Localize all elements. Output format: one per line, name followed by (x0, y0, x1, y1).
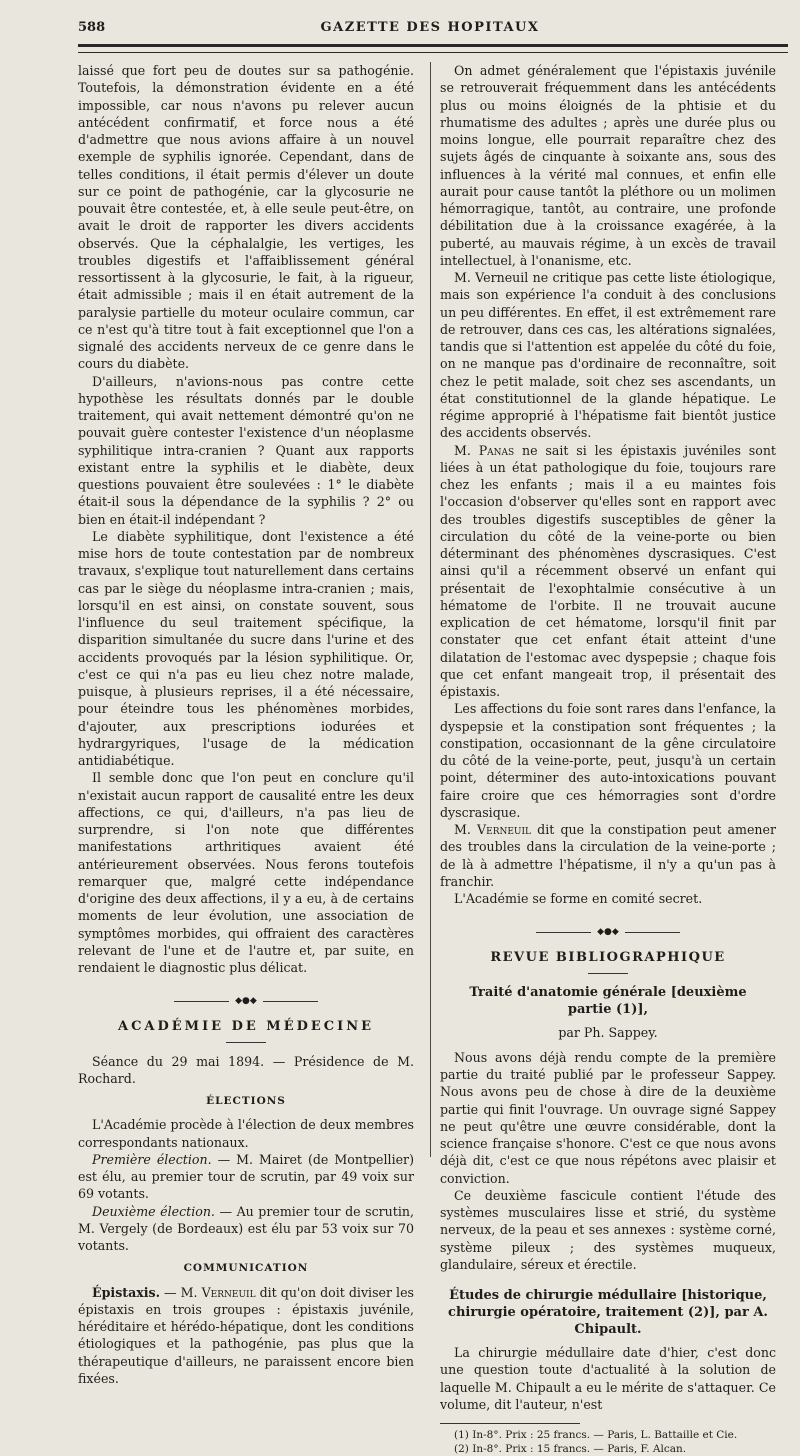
paragraph: La chirurgie médullaire date d'hier, c'est donc une question toute d'actualité à la solution de laquelle M. Chipault a eu le mérite de s'attaquer. Ce volume, dit l'auteur, n'est (440, 1345, 776, 1412)
page-header (78, 20, 782, 42)
paragraph: Ce deuxième fascicule contient l'étude des systèmes musculaires lisse et strié, du système nerveux, de la peau et ses annexes : système corné, système pileux ; des systèmes muqueux, glandulaire, séreux et érectile. (440, 1187, 776, 1272)
epistaxis-speaker: — M. Verneuil (160, 1284, 256, 1300)
speaker-verneuil: M. Verneuil (454, 822, 532, 837)
right-column (440, 62, 776, 1456)
paragraph: M. Verneuil ne critique pas cette liste étiologique, mais son expérience l'a conduit à des conclusions un peu différentes. En effet, il est extrêmement rare de retrouver, dans ces cas, les altérations signalées, tandis que si l'attention est appelée du côté du foie, on ne manque pas d'ordinaire de reconnaître, soit chez le petit malade, soit chez ses ascendants, un état constitutionnel de la glande hépatique. Le régime approprié à l'hépatisme fait bientôt justice des accidents observés. (440, 270, 776, 441)
footnote-rule (440, 1423, 580, 1424)
paragraph: Nous avons déjà rendu compte de la première partie du traité publié par le professeur Sappey. Nous avons peu de chose à dire de la deuxième partie qui finit l'ouvrage. Un ouvrage signé Sappey ne peut qu'être une œuvre considérable, dont la science française s'honore. C'est ce que nous avons déjà dit, c'est ce que nous répétons avec plaisir et conviction. (440, 1049, 776, 1186)
seance-line: Séance du 29 mai 1894. — Présidence de M. Rochard. (78, 1053, 414, 1086)
book-title-chipault: Études de chirurgie médullaire [historique, chirurgie opératoire, traitement (2)], par A. Chipault. (448, 1288, 768, 1337)
short-rule (588, 973, 628, 974)
section-separator: ◆●◆ (78, 990, 414, 1012)
paragraph-panas (440, 442, 776, 701)
short-rule (226, 1042, 266, 1043)
paragraph: Les affections du foie sont rares dans l'enfance, la dyspepsie et la constipation sont fréquentes ; la constipation, occasionnant de la gêne circulatoire du côté de la veine-porte, peut, jusqu'à un certain point, déterminer des auto-intoxications pouvant faire croire que ces hémorragies sont d'ordre dyscrasique. (440, 701, 776, 820)
header-thick-rule (78, 44, 788, 47)
panas-text: ne sait si les épistaxis juvéniles sont liées à un état pathologique du foie, toujours rare chez les enfants ; mais il a eu maintes fois l'occasion d'observer qu'elles sont en rapport avec des troubles digestifs susceptibles de gêner la circulation du côté de la veine-porte ou bien déterminant des phénomènes dyscrasiques. C'est ainsi qu'il a récemment observé un enfant qui présentait de l'exophtalmie consécutive à un hématome de l'orbite. Il ne trouvait aucune explication de cet hématome, lorsqu'il finit par constater que cet enfant était atteint d'une dilatation de l'estomac avec dyspepsie ; chaque fois que cet enfant mangeait trop, il présentait des épistaxis. (440, 442, 776, 699)
epistaxis-text: dit qu'on doit diviser les épistaxis en trois groupes : épistaxis juvénile, héréditaire et hérédo-hépatique, dont les conditions étiologiques et la pathogénie, pas plus que la thérapeutique d'ailleurs, ne paraissent encore bien fixées. (78, 1284, 414, 1386)
section-title-academie: ACADÉMIE DE MÉDECINE (117, 1019, 374, 1035)
page-number: 588 (78, 20, 106, 35)
second-election-text: — Au premier tour de scrutin, M. Vergely (de Bordeaux) est élu par 53 voix sur 70 votants. (78, 1203, 414, 1253)
subheading-elections: ÉLECTIONS (206, 1095, 286, 1107)
footnote-1: (1) In-8°. Prix : 25 francs. — Paris, L. Battaille et Cie. (454, 1429, 738, 1441)
column-divider (430, 62, 431, 1157)
paragraph: Il semble donc que l'on peut en conclure qu'il n'existait aucun rapport de causalité entre les deux affections, ce qui, d'ailleurs, n'a pas lieu de surprendre, si l'on note que différentes manifestations arthritiques avaient été antérieurement observées. Nous ferons toutefois remarquer que, malgré cette indépendance d'origine des deux affections, il y a eu, à de certains moments de leur évolution, une association de symptômes morbides, qui offraient des caractères relevant de l'une et de l'autre et, par suite, en rendaient le diagnostic plus délicat. (78, 770, 414, 975)
paragraph: D'ailleurs, n'avions-nous pas contre cette hypothèse les résultats donnés par le double traitement, qui avait nettement démontré qu'on ne pouvait guère contester l'existence d'un néoplasme syphilitique intra-cranien ? Quant aux rapports existant entre la syphilis et le diabète, deux questions pouvaient être soulevées : 1° le diabète était-il sous la dépendance de la syphilis ? 2° ou bien en était-il indépendant ? (78, 373, 414, 527)
paragraph: On admet généralement que l'épistaxis juvénile se retrouverait fréquemment dans les antécédents plus ou moins éloignés de la phtisie et du rhumatisme des adultes ; après une durée plus ou moins longue, elle pourrait reparaître chez des sujets âgés de cinquante à soixante ans, sous des influences à la vérité mal connues, et enfin elle aurait pour cause tantôt la pléthore ou un molimen hémorragique, tantôt, au contraire, une profonde débilitation due à la croissance exagérée, à la puberté, au mauvais régime, à un excès de travail intellectuel, à l'onanisme, etc. (440, 63, 776, 268)
journal-title: GAZETTE DES HOPITAUX (320, 20, 540, 35)
paragraph-epistaxis (78, 1284, 414, 1388)
speaker-panas: M. Panas (454, 442, 515, 458)
paragraph-verneuil (440, 821, 776, 890)
footnote-2: (2) In-8°. Prix : 15 francs. — Paris, F. Alcan. (454, 1443, 687, 1455)
paragraph-second-election (78, 1203, 414, 1255)
first-election-text: — M. Mairet (de Montpellier) est élu, au premier tour de scrutin, par 49 voix sur 69 votants. (78, 1151, 414, 1202)
paragraph-first-election (78, 1151, 414, 1203)
section-title-revue: REVUE BIBLIOGRAPHIQUE (490, 950, 726, 966)
paragraph: L'Académie procède à l'élection de deux membres correspondants nationaux. (78, 1117, 414, 1150)
book-title-sappey: Traité d'anatomie générale [deuxième partie (1)], (469, 984, 747, 1017)
epistaxis-label: Épistaxis. (92, 1284, 161, 1300)
verneuil-text: dit que la constipation peut amener des troubles dans la circulation de la veine-porte ; de là à admettre l'hépatisme, il n'y a qu'un pas à franchir. (440, 822, 777, 889)
book-author-sappey: par Ph. Sappey. (558, 1024, 658, 1040)
section-separator: ◆●◆ (440, 921, 776, 943)
first-election-label: Première élection. (92, 1151, 212, 1167)
paragraph: laissé que fort peu de doutes sur sa pathogénie. Toutefois, la démonstration évidente en a été impossible, car nous n'avons pu relever aucun antécédent confirmatif, et force nous a été d'admettre que nous avions affaire à un nouvel exemple de syphilis ignorée. Cependant, dans de telles conditions, il était permis d'élever un doute sur ce point de pathogénie, car la glycosurie ne pouvait être contestée, et, à elle seule peut-être, on avait le droit de rapporter les divers accidents observés. Que la céphalalgie, les vertiges, les troubles digestifs et l'affaiblissement général ressortissent à la glycosurie, le fait, à la rigueur, était admissible ; mais il en était autrement de la paralysie partielle du moteur oculaire commun, car ce n'est qu'à titre tout à fait exceptionnel que l'on a signalé des accidents nerveux de ce genre dans le cours du diabète. (78, 63, 414, 372)
subheading-communication: COMMUNICATION (183, 1262, 309, 1275)
paragraph: Le diabète syphilitique, dont l'existence a été mise hors de toute contestation par de nombreux travaux, s'explique tout naturellement dans certains cas par le siège du néoplasme intra-cranien ; mais, lorsqu'il en est ainsi, on constate souvent, sous l'influence du seul traitement spécifique, la disparition simultanée du sucre dans l'urine et des accidents provoqués par la lésion syphilitique. Or, c'est ce qui n'a pas eu lieu chez notre malade, puisque, à plusieurs reprises, il a été nécessaire, pour éteindre tous les phénomènes morbides, d'ajouter, aux prescriptions iodurées et hydrargyriques, l'usage de la médication antidiabétique. (78, 528, 414, 768)
second-election-label: Deuxième élection. (92, 1203, 215, 1219)
left-column (78, 62, 414, 1387)
header-thin-rule (78, 52, 788, 53)
paragraph: L'Académie se forme en comité secret. (454, 891, 703, 906)
